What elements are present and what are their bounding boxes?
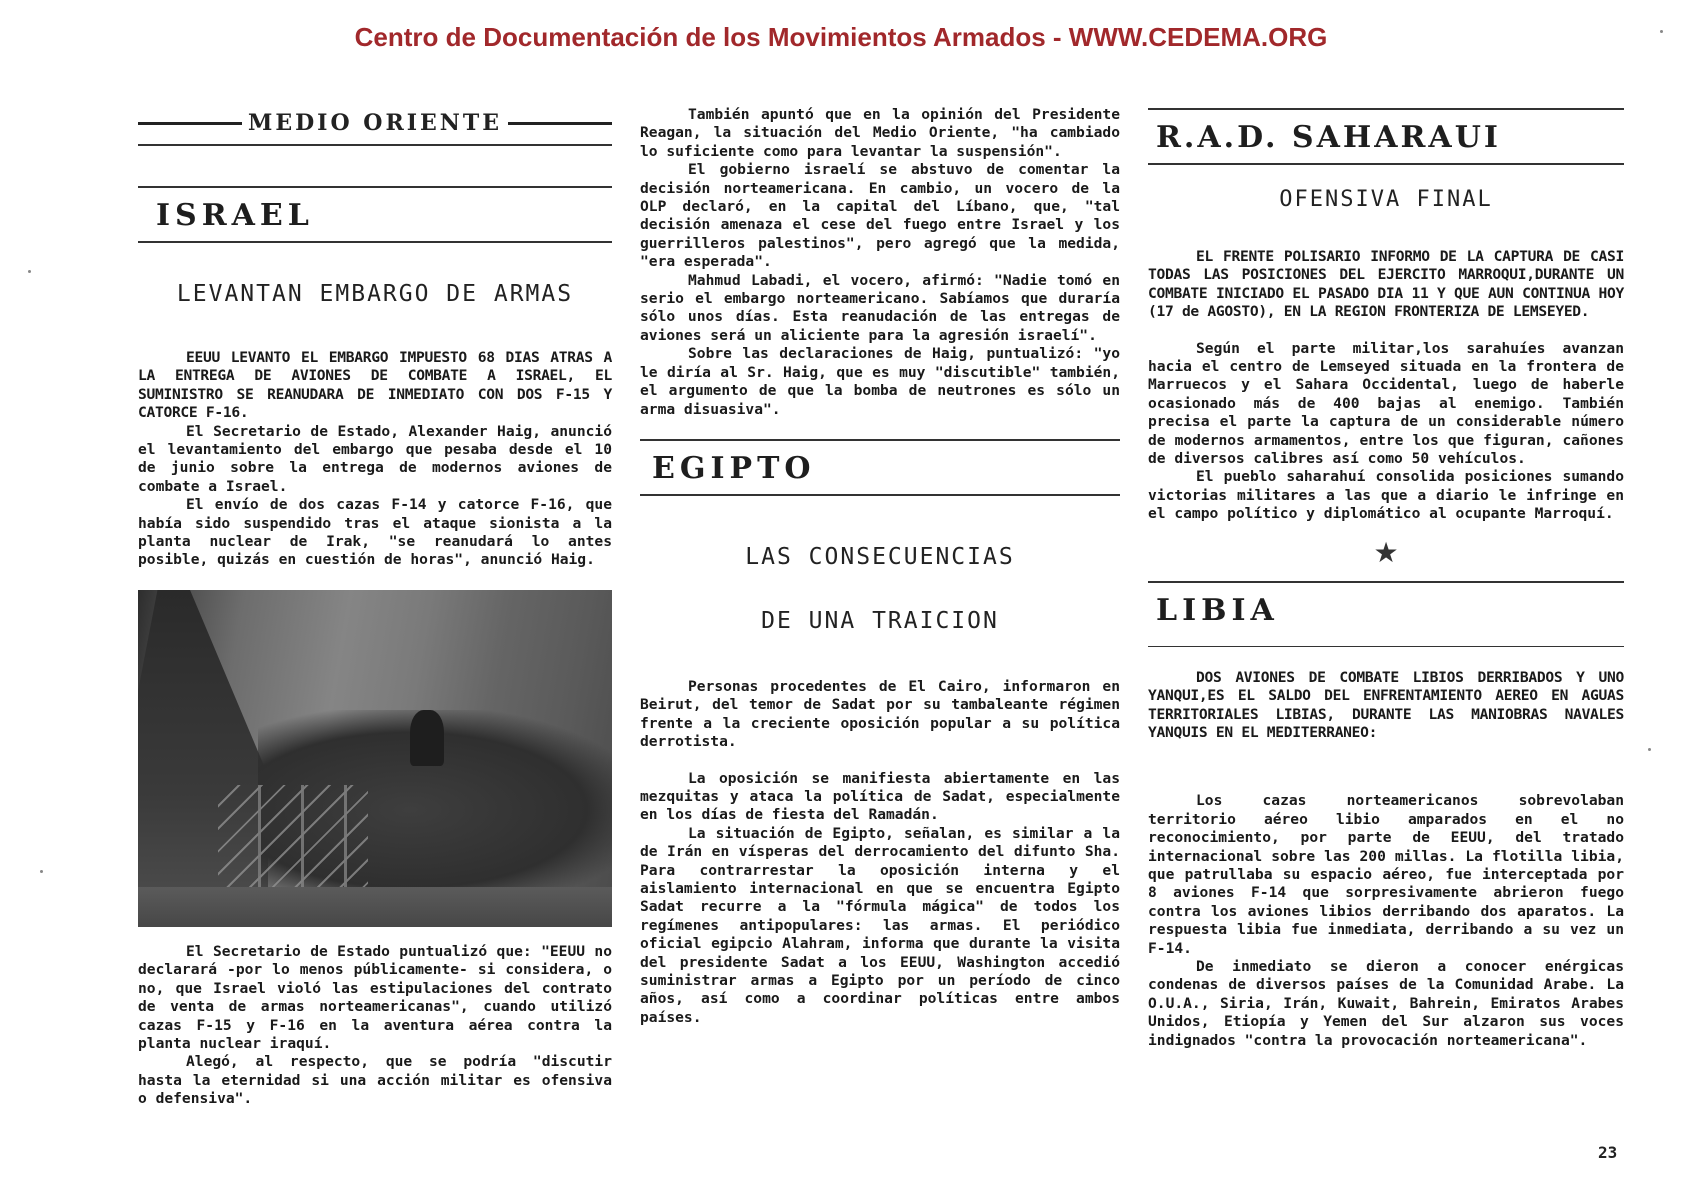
article-paragraph: También apuntó que en la opinión del Presidente Reagan, la situación del Medio Oriente, "ha cambiado lo suficiente como para levantar la suspensión". — [640, 106, 1120, 160]
scan-speck — [1648, 748, 1651, 751]
article-israel-part1 — [138, 349, 612, 570]
divider — [1148, 163, 1624, 165]
article-paragraph: La oposición se manifiesta abiertamente en las mezquitas y ataca la política de Sadat, especialmente en los días de fiesta del Ramadán. — [640, 769, 1120, 824]
divider — [138, 144, 612, 146]
divider — [138, 122, 242, 125]
country-heading-libia: LIBIA — [1156, 592, 1279, 628]
article-israel-part2 — [138, 943, 612, 1109]
article-paragraph: El envío de dos cazas F-14 y catorce F-16, que había sido suspendido tras el ataque sionista a la planta nuclear de Irak, "se reanudará lo antes posible, quizás en cuestión de horas", anunció Haig. — [138, 496, 612, 569]
article-paragraph: La situación de Egipto, señalan, es similar a la de Irán en vísperas del derrocamiento del difunto Sha. Para contrarrestar la oposición interna y el aislamiento internacional en que se encuentra Egipto Sadat recurre a la "fórmula mágica" de todos los regímenes antipopulares: las armas. El periódico oficial egipcio Alahram, informa que durante la visita del presidente Sadat a los EEUU, Washington accedió suministrar armas a Egipto por un período de cinco años, así como a coordinar políticas entre ambos países. — [640, 824, 1120, 1026]
divider — [508, 122, 612, 125]
article-paragraph: Mahmud Labadi, el vocero, afirmó: "Nadie tomó en serio el embargo norteamericano. Sabíamos que duraría sólo unos días. Esta reanudación de las entregas de aviones será un aliciente para la agresión israelí". — [640, 271, 1120, 344]
divider — [640, 494, 1120, 496]
article-paragraph: De inmediato se dieron a conocer enérgicas condenas de diversos países de la Comunidad Arabe. La O.U.A., Siria, Irán, Kuwait, Bahrein, Emiratos Arabes Unidos, Etiopía y Yemen del Sur alzaron sus voces indignados "contra la provocación norteamericana". — [1148, 957, 1624, 1049]
country-heading-saharaui: R.A.D. SAHARAUI — [1156, 120, 1501, 155]
country-heading-egipto: EGIPTO — [652, 450, 816, 486]
section-label: MEDIO ORIENTE — [247, 110, 503, 136]
country-heading-israel: ISRAEL — [156, 198, 314, 233]
pilot-figure — [410, 710, 444, 766]
article-paragraph: Según el parte militar,los sarahuíes avanzan hacia el centro de Lemseyed situada en la frontera de Marruecos y el Sahara Occidental, luego de haberle ocasionado más de 400 bajas al enemigo. También precisa el parte la captura de un considerable número de modernos armamentos, entre los que figuran, cañones de diversos calibres así como 50 vehículos. — [1148, 339, 1624, 468]
article-libia — [1148, 669, 1624, 1050]
column-egipto — [640, 106, 1120, 1027]
article-paragraph: Personas procedentes de El Cairo, informaron en Beirut, del temor de Sadat por su tambaleante régimen frente a la creciente oposición popular a su política derrotista. — [640, 677, 1120, 751]
scan-speck — [28, 270, 31, 273]
article-israel-continued — [640, 106, 1120, 419]
article-paragraph: El gobierno israelí se abstuvo de comentar la decisión norteamericana. En cambio, un vocero de la OLP declaró, en la capital del Líbano, que, "tal decisión amenaza el cese del fuego entre Israel y los guerrilleros palestinos", pero agregó que la medida, "era esperada". — [640, 161, 1120, 271]
article-paragraph: El Secretario de Estado, Alexander Haig, anunció el levantamiento del embargo que pesaba desde el 10 de junio sobre la entrega de modernos aviones de combate a Israel. — [138, 422, 612, 495]
article-paragraph: DOS AVIONES DE COMBATE LIBIOS DERRIBADOS Y UNO YANQUI,ES EL SALDO DEL ENFRENTAMIENTO AEREO EN AGUAS TERRITORIALES LIBIAS, DURANTE LAS MANIOBRAS NAVALES YANQUIS EN EL MEDITERRANEO: — [1148, 668, 1624, 741]
column-sahara-libia — [1148, 100, 1624, 1050]
article-paragraph: EEUU LEVANTO EL EMBARGO IMPUESTO 68 DIAS ATRAS A LA ENTREGA DE AVIONES DE COMBATE A ISRAEL, EL SUMINISTRO SE REANUDARA DE INMEDIATO CON DOS F-15 Y CATORCE F-16. — [138, 349, 612, 422]
cedema-banner: Centro de Documentación de los Movimientos Armados - WWW.CEDEMA.ORG — [354, 22, 1328, 52]
headline-consecuencias: LAS CONSECUENCIAS — [745, 543, 1015, 570]
headline-ofensiva: OFENSIVA FINAL — [1279, 187, 1493, 212]
article-paragraph: Sobre las declaraciones de Haig, puntualizó: "yo le diría al Sr. Haig, que es muy "discutible" también, el argumento de que la bomba de neutrones es sólo un arma disuasiva". — [640, 345, 1120, 418]
article-paragraph: Los cazas norteamericanos sobrevolaban territorio aéreo libio amparados en el no reconocimiento, por parte de EEUU, del tratado internacional sobre las 200 millas. La flotilla libia, que patrullaba su espacio aéreo, fue interceptada por 8 aviones F-14 que sorpresivamente abrieron fuego contra los aviones libios derribando dos aparatos. La respuesta libia fue inmediata, derribando a su vez un F-14. — [1148, 792, 1624, 957]
article-paragraph: EL FRENTE POLISARIO INFORMO DE LA CAPTURA DE CASI TODAS LAS POSICIONES DEL EJERCITO MARROQUI,DURANTE UN COMBATE INICIADO EL PASADO DIA 11 Y QUE AUN CONTINUA HOY (17 de AGOSTO), EN LA REGION FRONTERIZA DE LEMSEYED. — [1148, 248, 1624, 321]
divider — [138, 241, 612, 243]
article-paragraph: Alegó, al respecto, que se podría "discutir hasta la eternidad si una acción militar es ofensiva o defensiva". — [138, 1053, 612, 1108]
scan-speck — [1660, 30, 1663, 33]
article-egipto-part2 — [640, 770, 1120, 1028]
star-icon: ★ — [1373, 535, 1399, 569]
fighter-jet-photo — [138, 590, 612, 927]
ground — [138, 887, 612, 927]
divider — [1148, 646, 1624, 647]
section-header-medio-oriente — [138, 108, 612, 138]
article-sahara — [1148, 248, 1624, 524]
column-israel — [138, 100, 612, 1109]
headline-traicion: DE UNA TRAICION — [761, 607, 999, 634]
page-number: 23 — [1598, 1143, 1618, 1162]
headline-embargo: LEVANTAN EMBARGO DE ARMAS — [176, 281, 574, 307]
article-paragraph: El pueblo saharahuí consolida posiciones sumando victorias militares a las que a diario le infringe en el campo político y diplomático al ocupante Marroquí. — [1148, 468, 1624, 523]
article-paragraph: El Secretario de Estado puntualizó que: "EEUU no declarará -por lo menos públicamente- si considera, o no, que Israel violó las estipulaciones del contrato de venta de armas norteamericanas", cuando utilizó cazas F-15 y F-16 en la aventura aérea contra la planta nuclear iraquí. — [138, 942, 612, 1052]
article-egipto-part1 — [640, 678, 1120, 752]
scan-speck — [40, 870, 43, 873]
